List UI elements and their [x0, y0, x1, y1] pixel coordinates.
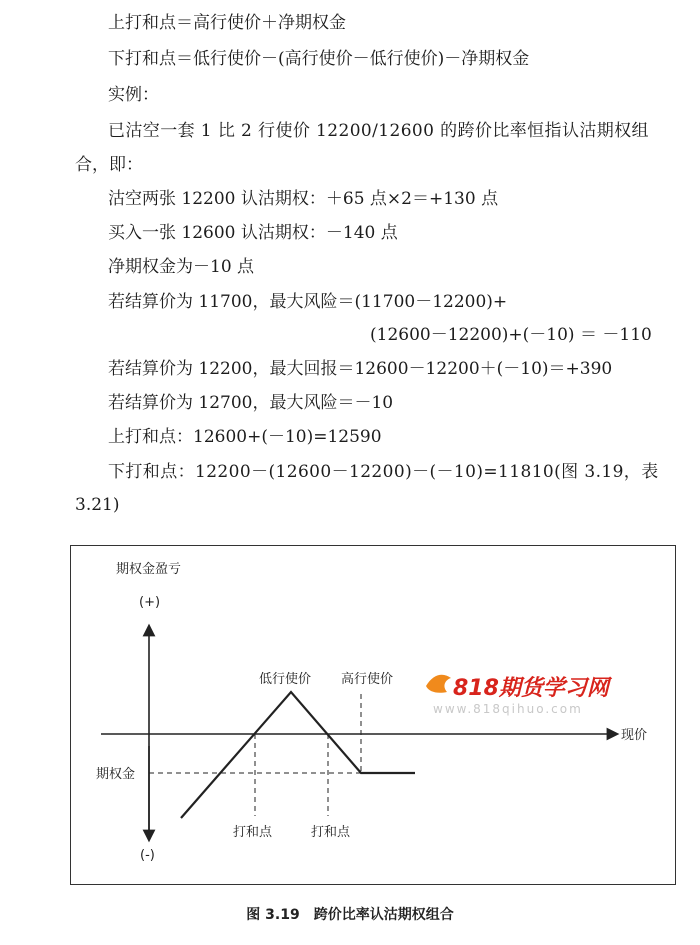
- figure-caption: 图 3.19 跨价比率认沽期权组合: [246, 907, 454, 923]
- formula-upper-breakeven: 上打和点＝高行使价＋净期权金: [108, 13, 346, 33]
- plus-label: (+): [139, 595, 161, 610]
- max-risk-12700-line: 若结算价为 12700，最大风险＝－10: [108, 393, 394, 413]
- watermark-url: www.818qihuo.com: [433, 702, 583, 716]
- short-put-line: 沽空两张 12200 认沽期权：＋65 点×2＝+130 点: [108, 189, 499, 209]
- y-axis-label: 期权金盈亏: [116, 562, 182, 577]
- payoff-curve: [181, 692, 415, 818]
- low-strike-label: 低行使价: [259, 672, 312, 687]
- payoff-diagram: [70, 545, 676, 885]
- watermark-title: 818期货学习网: [453, 676, 609, 701]
- lower-breakeven-calc-line-2: 3.21): [75, 495, 120, 515]
- example-heading: 实例：: [108, 85, 159, 105]
- breakeven-left-label: 打和点: [233, 825, 273, 840]
- watermark: [426, 675, 613, 716]
- x-axis-label: 现价: [621, 728, 648, 743]
- max-risk-11700-line-1: 若结算价为 11700，最大风险＝(11700－12200)+: [108, 292, 508, 312]
- premium-label: 期权金: [96, 767, 136, 782]
- minus-label: (-): [140, 848, 155, 863]
- max-return-12200-line: 若结算价为 12200，最大回报＝12600－12200＋(－10)＝+390: [108, 359, 613, 379]
- example-paragraph-line-1: 已沽空一套 1 比 2 行使价 12200/12600 的跨价比率恒指认沽期权组: [108, 121, 649, 141]
- lower-breakeven-calc-line-1: 下打和点：12200－(12600－12200)－(－10)=11810(图 3.19，表: [108, 462, 659, 482]
- example-paragraph-line-2: 合，即：: [75, 155, 143, 175]
- high-strike-label: 高行使价: [341, 672, 394, 687]
- net-premium-line: 净期权金为－10 点: [108, 257, 255, 277]
- flame-logo-icon: [426, 675, 451, 693]
- breakeven-right-label: 打和点: [311, 825, 351, 840]
- max-risk-11700-line-2: (12600－12200)+(－10) ＝ －110: [370, 325, 652, 345]
- upper-breakeven-calc: 上打和点：12600+(－10)=12590: [108, 427, 382, 447]
- formula-lower-breakeven: 下打和点＝低行使价－(高行使价－低行使价)－净期权金: [108, 49, 530, 69]
- long-put-line: 买入一张 12600 认沽期权：－140 点: [108, 223, 398, 243]
